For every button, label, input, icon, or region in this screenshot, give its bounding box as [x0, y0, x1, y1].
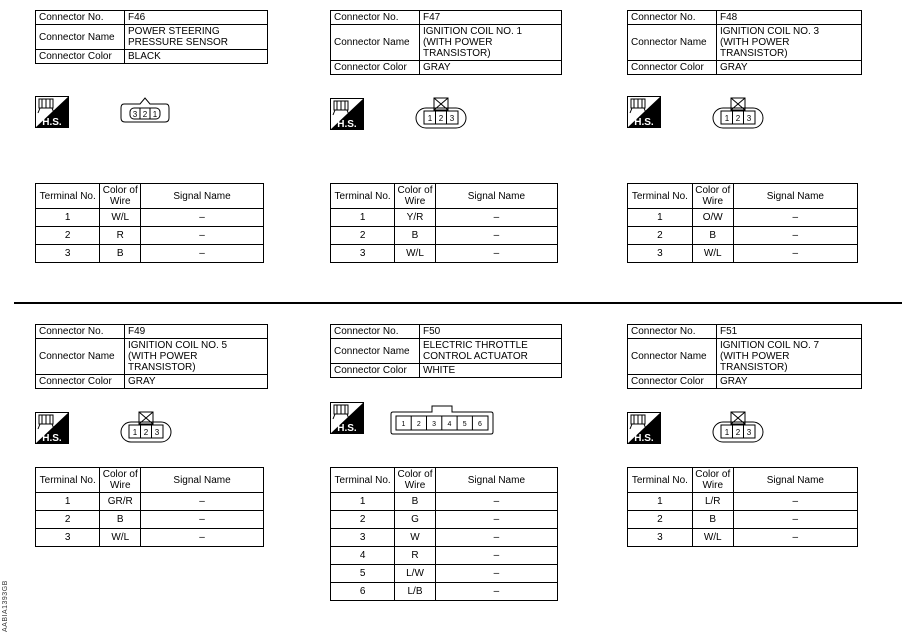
signal-name-header: Signal Name	[435, 468, 557, 493]
connector-block-f46	[35, 10, 275, 259]
terminal-table-header	[331, 468, 558, 493]
terminal-no-cell: 5	[331, 565, 395, 583]
wire-color-cell: B	[395, 227, 436, 245]
signal-name-cell: –	[435, 493, 557, 511]
connector-block-f50	[330, 324, 570, 597]
harness-side-icon	[627, 96, 661, 128]
connector-info-table	[627, 10, 862, 75]
terminal-no-header: Terminal No.	[36, 184, 100, 209]
wire-color-cell: R	[395, 547, 436, 565]
terminal-no-header: Terminal No.	[36, 468, 100, 493]
pin-label: 2	[735, 114, 741, 123]
wire-color-cell: B	[692, 511, 733, 529]
connector-info-table	[627, 324, 862, 389]
terminal-table-header	[36, 468, 264, 493]
connector-block-f51	[627, 324, 867, 543]
terminal-row	[628, 227, 858, 245]
pin-label: 3	[746, 114, 752, 123]
wire-color-cell: Y/R	[395, 209, 436, 227]
signal-name-cell: –	[141, 227, 264, 245]
connector-name-label: Connector Name	[36, 339, 125, 375]
pin-label: 3	[154, 428, 160, 437]
section-divider	[14, 302, 902, 304]
terminal-row	[628, 529, 858, 547]
signal-name-cell: –	[435, 209, 557, 227]
pin-label: 2	[143, 428, 149, 437]
connector-name-label: Connector Name	[36, 25, 125, 50]
pin-label: 2	[438, 114, 444, 123]
pin-label: 4	[447, 421, 452, 428]
harness-side-icon	[330, 402, 364, 434]
connector-face-diagram	[712, 410, 764, 449]
color-of-wire-header: Color of Wire	[692, 184, 733, 209]
connector-name-label: Connector Name	[331, 339, 420, 364]
terminal-no-cell: 1	[331, 493, 395, 511]
terminal-row	[331, 209, 558, 227]
wire-color-cell: W/L	[100, 529, 141, 547]
connector-no-label: Connector No.	[628, 325, 717, 339]
signal-name-cell: –	[141, 245, 264, 263]
connector-block-f47	[330, 10, 570, 259]
terminal-no-header: Terminal No.	[331, 184, 395, 209]
signal-name-cell: –	[435, 227, 557, 245]
terminal-no-header: Terminal No.	[628, 184, 693, 209]
connector-name-label: Connector Name	[331, 25, 420, 61]
signal-name-header: Signal Name	[141, 184, 264, 209]
pin-label: 2	[142, 110, 148, 119]
connector-color-label: Connector Color	[36, 50, 125, 64]
color-of-wire-header: Color of Wire	[100, 468, 141, 493]
signal-name-cell: –	[733, 227, 857, 245]
wire-color-cell: B	[100, 245, 141, 263]
connector-info-table	[330, 324, 562, 378]
terminal-no-cell: 2	[628, 227, 693, 245]
wire-color-cell: B	[692, 227, 733, 245]
signal-name-cell: –	[141, 209, 264, 227]
hs-label: H.S.	[337, 119, 357, 130]
connector-no-label: Connector No.	[628, 11, 717, 25]
connector-info-table	[35, 324, 268, 389]
terminal-no-cell: 2	[331, 511, 395, 529]
connector-face-diagram	[120, 96, 170, 131]
hs-label: H.S.	[42, 117, 62, 128]
figure-code: AABIA1393GB	[2, 580, 9, 632]
signal-name-cell: –	[733, 209, 857, 227]
hs-label: H.S.	[42, 433, 62, 444]
connector-color-value: GRAY	[420, 61, 562, 75]
terminal-row	[331, 245, 558, 263]
terminal-row	[331, 529, 558, 547]
terminal-no-cell: 2	[331, 227, 395, 245]
wire-color-cell: B	[100, 511, 141, 529]
connector-color-value: WHITE	[420, 364, 562, 378]
connector-color-value: GRAY	[125, 375, 268, 389]
signal-name-header: Signal Name	[733, 184, 857, 209]
connector-no-label: Connector No.	[36, 325, 125, 339]
pin-label: 5	[462, 421, 467, 428]
wire-color-cell: L/R	[692, 493, 733, 511]
connector-color-value: BLACK	[125, 50, 268, 64]
signal-name-cell: –	[435, 529, 557, 547]
hs-label: H.S.	[634, 433, 654, 444]
terminal-row	[36, 227, 264, 245]
wire-color-cell: B	[395, 493, 436, 511]
connector-info-table	[35, 10, 268, 64]
signal-name-cell: –	[733, 511, 857, 529]
connector-no-value: F51	[717, 325, 862, 339]
signal-name-header: Signal Name	[435, 184, 557, 209]
terminal-no-cell: 1	[628, 209, 693, 227]
terminal-no-cell: 3	[36, 245, 100, 263]
signal-name-cell: –	[141, 529, 264, 547]
wire-color-cell: L/B	[395, 583, 436, 601]
pin-label: 1	[401, 421, 406, 428]
connector-face-diagram	[415, 96, 467, 135]
wire-color-cell: GR/R	[100, 493, 141, 511]
terminal-row	[36, 511, 264, 529]
connector-face-diagram	[390, 402, 494, 441]
color-of-wire-header: Color of Wire	[395, 184, 436, 209]
connector-name-value: ELECTRIC THROTTLE CONTROL ACTUATOR	[420, 339, 562, 364]
pin-label: 1	[132, 428, 138, 437]
signal-name-cell: –	[435, 583, 557, 601]
connector-no-label: Connector No.	[36, 11, 125, 25]
signal-name-header: Signal Name	[733, 468, 857, 493]
signal-name-cell: –	[733, 245, 857, 263]
connector-color-label: Connector Color	[331, 61, 420, 75]
connector-face-diagram	[120, 410, 172, 449]
terminal-row	[36, 493, 264, 511]
color-of-wire-header: Color of Wire	[692, 468, 733, 493]
terminal-no-cell: 3	[628, 529, 693, 547]
connector-color-label: Connector Color	[331, 364, 420, 378]
terminal-no-cell: 2	[36, 511, 100, 529]
wire-color-cell: W/L	[100, 209, 141, 227]
pin-label: 3	[746, 428, 752, 437]
terminal-row	[628, 245, 858, 263]
terminal-no-cell: 3	[331, 245, 395, 263]
connector-no-value: F50	[420, 325, 562, 339]
color-of-wire-header: Color of Wire	[395, 468, 436, 493]
pin-label: 3	[449, 114, 455, 123]
connector-info-table	[330, 10, 562, 75]
wire-color-cell: L/W	[395, 565, 436, 583]
wire-color-cell: W/L	[692, 529, 733, 547]
terminal-row	[331, 547, 558, 565]
harness-side-icon	[330, 98, 364, 130]
wire-color-cell: W/L	[692, 245, 733, 263]
terminal-row	[331, 511, 558, 529]
terminal-table	[330, 467, 558, 601]
terminal-row	[331, 583, 558, 601]
terminal-row	[36, 529, 264, 547]
terminal-row	[36, 209, 264, 227]
terminal-no-header: Terminal No.	[331, 468, 395, 493]
color-of-wire-header: Color of Wire	[100, 184, 141, 209]
connector-block-f49	[35, 324, 275, 543]
pin-label: 2	[416, 421, 421, 428]
terminal-row	[628, 209, 858, 227]
connector-no-label: Connector No.	[331, 325, 420, 339]
signal-name-cell: –	[435, 547, 557, 565]
pin-label: 1	[724, 114, 730, 123]
terminal-row	[331, 227, 558, 245]
terminal-table	[35, 467, 264, 547]
hs-label: H.S.	[337, 423, 357, 434]
terminal-table	[627, 183, 858, 263]
signal-name-cell: –	[435, 565, 557, 583]
connector-face-diagram	[712, 96, 764, 135]
connector-name-value: IGNITION COIL NO. 5 (WITH POWER TRANSISTOR)	[125, 339, 268, 375]
pin-label: 2	[735, 428, 741, 437]
hs-label: H.S.	[634, 117, 654, 128]
terminal-no-cell: 3	[331, 529, 395, 547]
connector-no-value: F46	[125, 11, 268, 25]
terminal-no-cell: 2	[628, 511, 693, 529]
connector-color-label: Connector Color	[628, 61, 717, 75]
signal-name-cell: –	[435, 511, 557, 529]
connector-name-value: IGNITION COIL NO. 1 (WITH POWER TRANSISTOR)	[420, 25, 562, 61]
terminal-row	[628, 511, 858, 529]
pin-label: 1	[724, 428, 730, 437]
terminal-no-cell: 4	[331, 547, 395, 565]
terminal-no-cell: 3	[628, 245, 693, 263]
harness-side-icon	[35, 96, 69, 128]
signal-name-cell: –	[435, 245, 557, 263]
pin-label: 3	[432, 421, 437, 428]
signal-name-cell: –	[733, 529, 857, 547]
connector-color-label: Connector Color	[36, 375, 125, 389]
signal-name-cell: –	[141, 493, 264, 511]
signal-name-cell: –	[141, 511, 264, 529]
connector-no-value: F48	[717, 11, 862, 25]
harness-side-icon	[35, 412, 69, 444]
connector-name-value: IGNITION COIL NO. 3 (WITH POWER TRANSISTOR)	[717, 25, 862, 61]
wire-color-cell: W	[395, 529, 436, 547]
pin-label: 3	[132, 110, 138, 119]
terminal-row	[36, 245, 264, 263]
connector-name-label: Connector Name	[628, 339, 717, 375]
terminal-table-header	[628, 184, 858, 209]
terminal-table	[627, 467, 858, 547]
terminal-table	[330, 183, 558, 263]
wire-color-cell: O/W	[692, 209, 733, 227]
terminal-row	[331, 493, 558, 511]
connector-no-value: F49	[125, 325, 268, 339]
terminal-table-header	[36, 184, 264, 209]
pin-label: 1	[152, 110, 158, 119]
connector-name-value: POWER STEERING PRESSURE SENSOR	[125, 25, 268, 50]
wire-color-cell: R	[100, 227, 141, 245]
connector-color-value: GRAY	[717, 61, 862, 75]
wire-color-cell: W/L	[395, 245, 436, 263]
pin-label: 6	[478, 421, 482, 428]
terminal-no-header: Terminal No.	[628, 468, 693, 493]
terminal-no-cell: 1	[331, 209, 395, 227]
terminal-row	[331, 565, 558, 583]
terminal-table-header	[628, 468, 858, 493]
terminal-no-cell: 1	[628, 493, 693, 511]
connector-color-label: Connector Color	[628, 375, 717, 389]
terminal-no-cell: 1	[36, 493, 100, 511]
terminal-row	[628, 493, 858, 511]
pin-label: 1	[427, 114, 433, 123]
connector-no-label: Connector No.	[331, 11, 420, 25]
terminal-no-cell: 1	[36, 209, 100, 227]
signal-name-header: Signal Name	[141, 468, 264, 493]
terminal-no-cell: 3	[36, 529, 100, 547]
terminal-no-cell: 2	[36, 227, 100, 245]
terminal-table	[35, 183, 264, 263]
connector-no-value: F47	[420, 11, 562, 25]
connector-color-value: GRAY	[717, 375, 862, 389]
connector-name-value: IGNITION COIL NO. 7 (WITH POWER TRANSISTOR)	[717, 339, 862, 375]
terminal-table-header	[331, 184, 558, 209]
terminal-no-cell: 6	[331, 583, 395, 601]
signal-name-cell: –	[733, 493, 857, 511]
connector-block-f48	[627, 10, 867, 259]
connector-name-label: Connector Name	[628, 25, 717, 61]
wire-color-cell: G	[395, 511, 436, 529]
harness-side-icon	[627, 412, 661, 444]
